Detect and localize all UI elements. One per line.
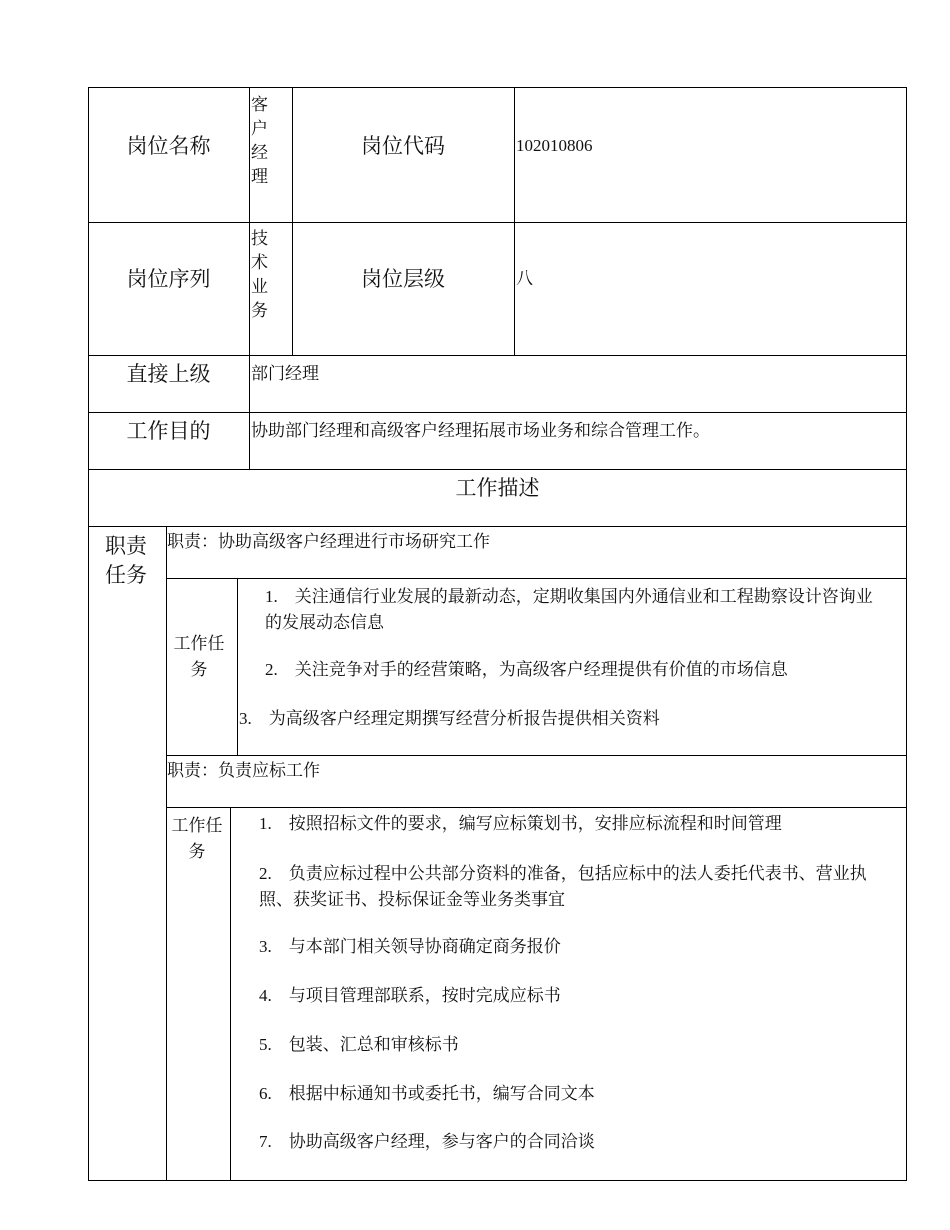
duty-2-task-label: 工作任务 <box>171 816 223 861</box>
duty-2-title: 职责：负责应标工作 <box>167 761 320 780</box>
superior-value: 部门经理 <box>251 364 319 383</box>
sequence-value: 技术业务 <box>251 229 268 320</box>
duty-1-task-label: 工作任务 <box>173 634 225 679</box>
duty-2-task-2: 2. 负责应标过程中公共部分资料的准备，包括应标中的法人委托代表书、营业执照、获奖证书、投标保证金等业务类事宜 <box>259 864 867 909</box>
duty-2-task-6: 6. 根据中标通知书或委托书，编写合同文本 <box>259 1084 595 1103</box>
duty-2-task-1: 1. 按照招标文件的要求，编写应标策划书，安排应标流程和时间管理 <box>259 814 782 833</box>
row-divider <box>88 222 907 223</box>
level-label: 岗位层级 <box>361 267 445 291</box>
row-divider <box>166 807 907 808</box>
duty-2-task-7: 7. 协助高级客户经理，参与客户的合同洽谈 <box>259 1132 595 1151</box>
duty-2-task-5: 5. 包装、汇总和审核标书 <box>259 1035 459 1054</box>
row-divider <box>88 526 907 527</box>
duties-label: 职责任务 <box>105 534 147 587</box>
post-code-value: 102010806 <box>516 136 593 155</box>
row-divider <box>166 755 907 756</box>
col-divider <box>514 87 515 355</box>
purpose-label: 工作目的 <box>126 419 211 443</box>
post-name-label: 岗位名称 <box>126 134 211 158</box>
duty-1-title: 职责：协助高级客户经理进行市场研究工作 <box>167 532 490 551</box>
duty-1-task-2: 2. 关注竞争对手的经营策略，为高级客户经理提供有价值的市场信息 <box>265 660 788 679</box>
level-value: 八 <box>516 269 533 288</box>
post-code-label: 岗位代码 <box>361 134 445 158</box>
col-divider <box>237 578 238 755</box>
row-divider <box>88 412 907 413</box>
purpose-value: 协助部门经理和高级客户经理拓展市场业务和综合管理工作。 <box>251 421 710 440</box>
sequence-label: 岗位序列 <box>126 267 211 291</box>
duty-2-task-3: 3. 与本部门相关领导协商确定商务报价 <box>259 937 561 956</box>
duty-1-task-3: 3. 为高级客户经理定期撰写经营分析报告提供相关资料 <box>239 709 660 728</box>
superior-label: 直接上级 <box>126 362 211 386</box>
col-divider <box>249 87 250 469</box>
row-divider <box>166 578 907 579</box>
col-divider <box>230 807 231 1181</box>
row-divider <box>88 469 907 470</box>
description-title: 工作描述 <box>455 476 540 500</box>
row-divider <box>88 355 907 356</box>
post-name-value: 客户经理 <box>251 95 268 186</box>
col-divider <box>292 87 293 355</box>
col-divider <box>166 526 167 1181</box>
duty-2-task-4: 4. 与项目管理部联系，按时完成应标书 <box>259 986 561 1005</box>
duty-1-task-1: 1. 关注通信行业发展的最新动态，定期收集国内外通信业和工程勘察设计咨询业的发展动态信息 <box>265 587 873 632</box>
